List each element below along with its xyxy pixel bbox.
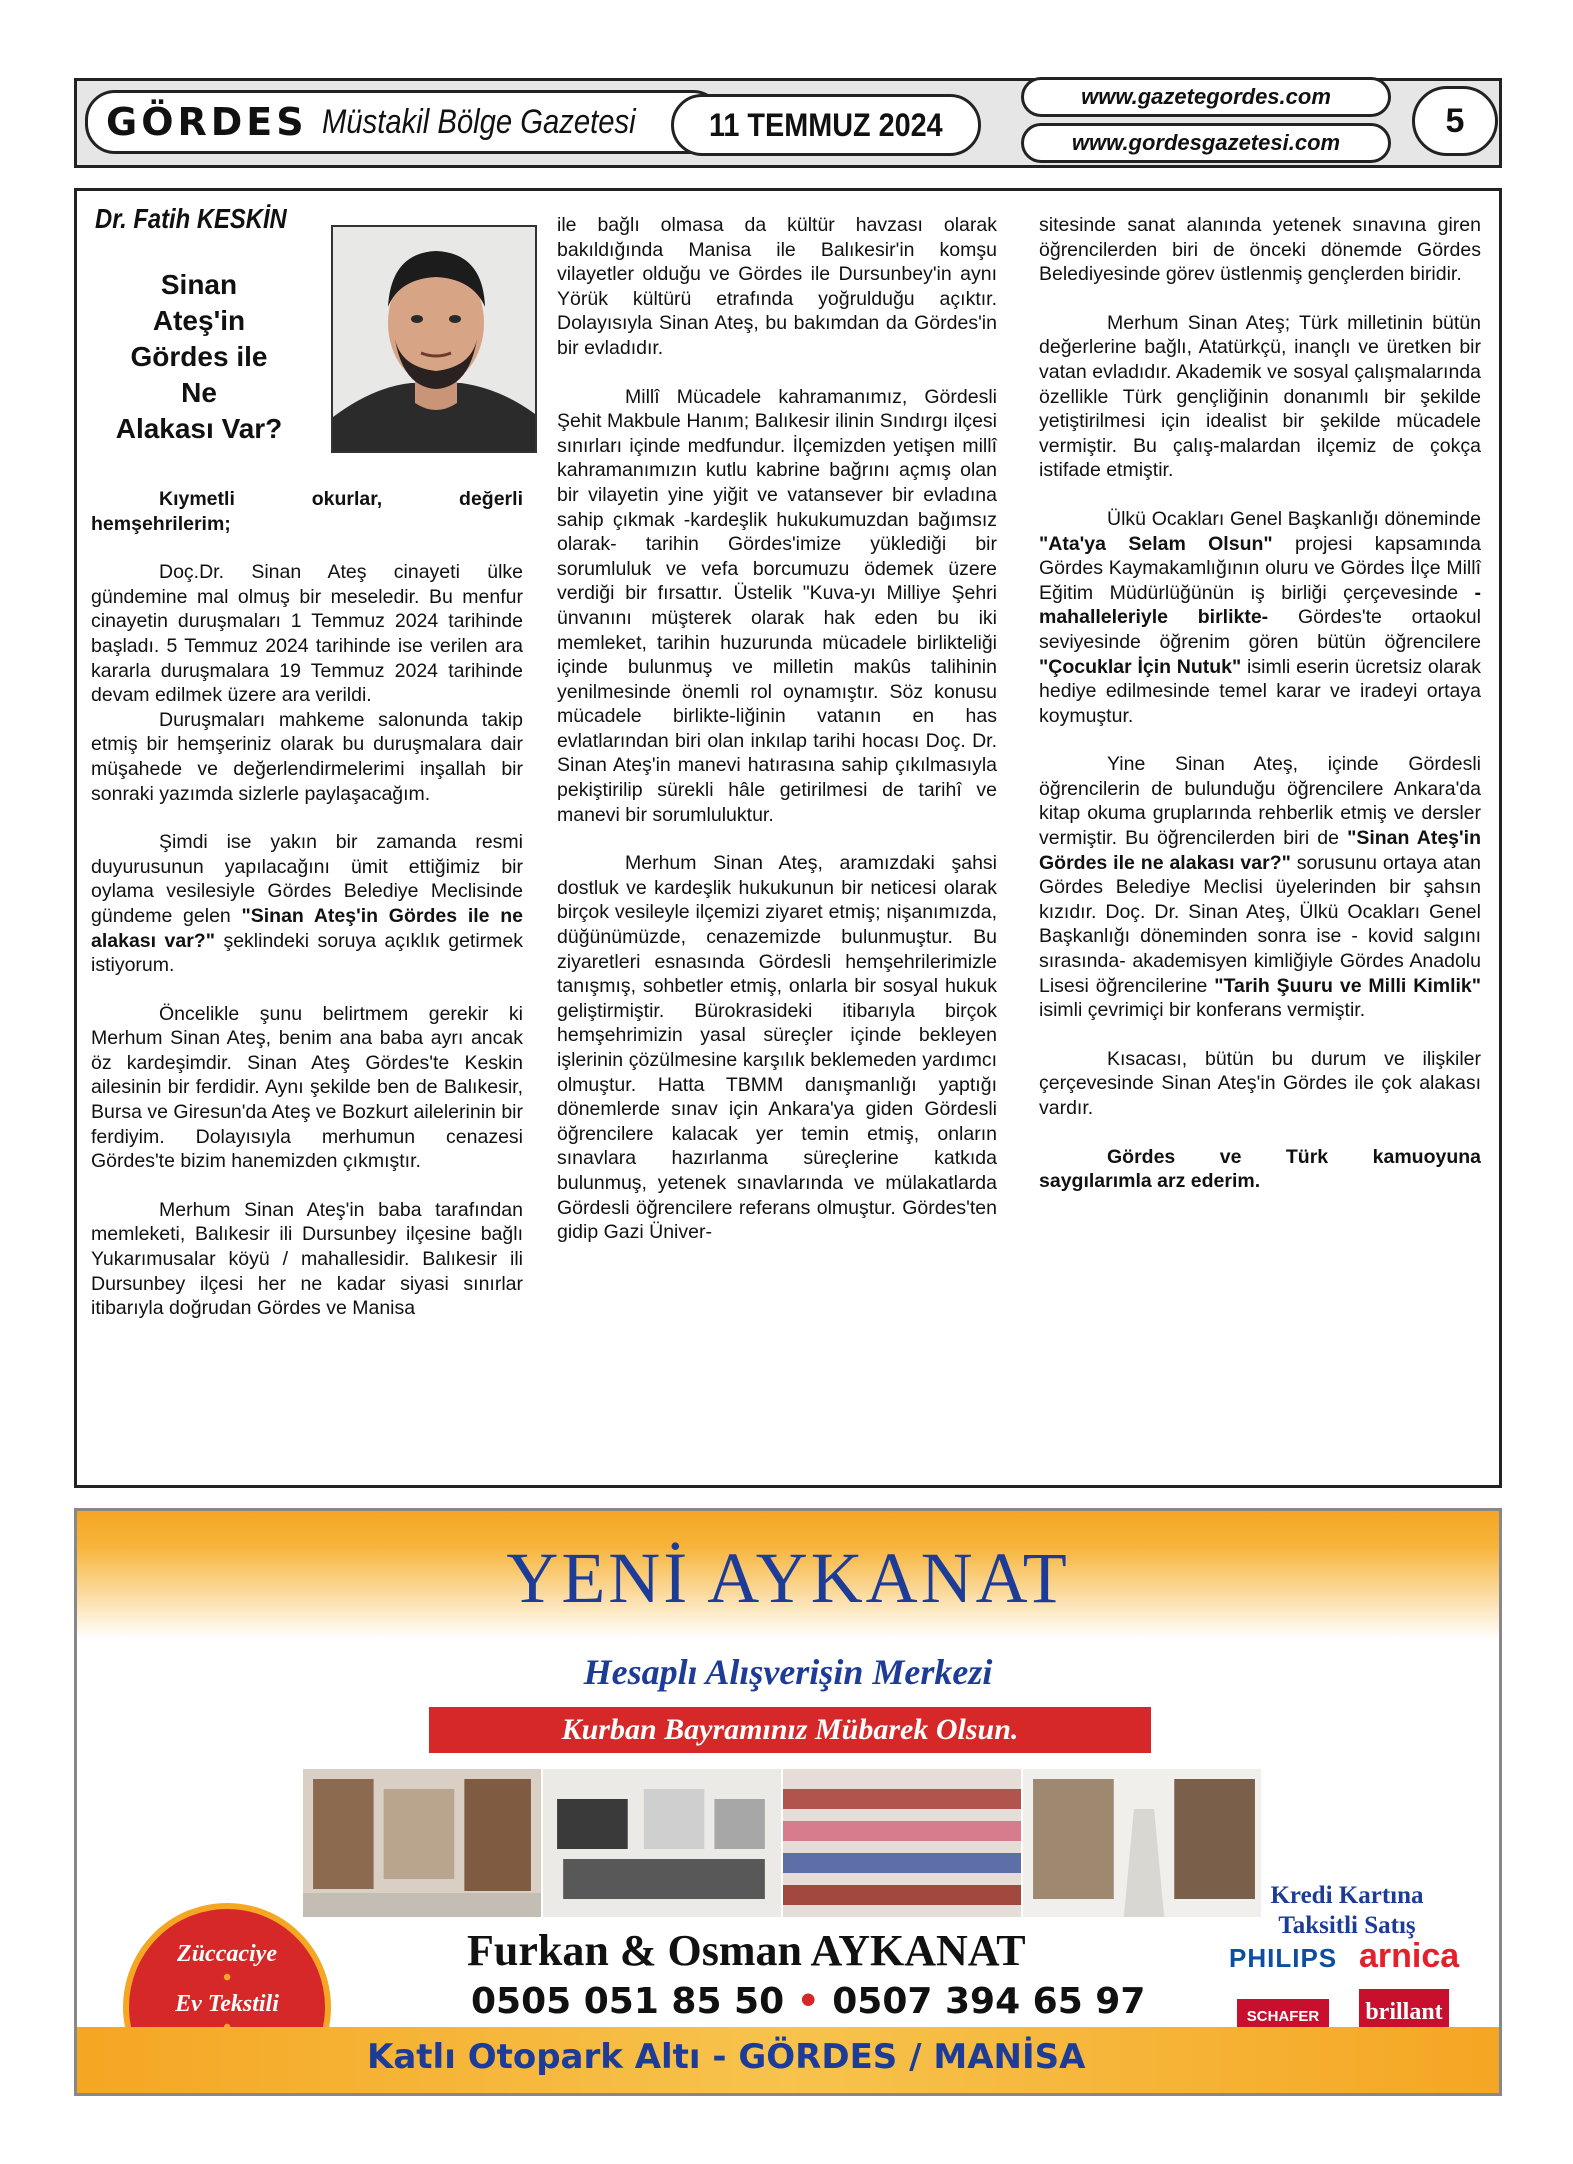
article-column-2	[557, 213, 997, 1245]
advertisement[interactable]	[74, 1508, 1502, 2096]
store-photo	[303, 1769, 541, 1917]
ad-slogan: Hesaplı Alışverişin Merkezi	[583, 1652, 993, 1692]
ad-phones	[471, 1981, 1145, 2022]
headline-line: Alakası Var?	[115, 413, 283, 444]
category-label: Ev Tekstili	[175, 1991, 279, 2017]
website-1-text: www.gazetegordes.com	[1081, 84, 1331, 109]
headline-line: Ateş'in	[152, 305, 246, 336]
paragraph-text: sorusunu ortaya atan Gördes Belediye Meclisi üyelerinden bir şahsın kızıdır. Doç. Dr. Sinan Ateş, Ülkü Ocakları Genel Başkanlığı döneminden sonra ise - kovid salgını sırasında- akademisyen kimliğiyle Gördes Anadolu Lisesi öğrencilerine	[1039, 851, 1481, 997]
paragraph-text: Yine Sinan Ateş, içinde Gördesli öğrencilerin de bulunduğu öğrencilere Ankara'da kitap okuma gruplarında rehberlik etmiş ve dersler vermiştir. Bu öğrencilerden biri de	[1039, 753, 1481, 850]
store-photo	[1023, 1769, 1261, 1917]
website-2-text: www.gordesgazetesi.com	[1071, 130, 1341, 155]
credit-line: Taksitli Satış	[1278, 1912, 1416, 1939]
article-column-3	[1039, 213, 1481, 1194]
philips-logo: PHILIPS	[1229, 1943, 1338, 1973]
headline-line: Gördes ile	[130, 341, 268, 372]
page-number-text: 5	[1445, 101, 1465, 140]
paragraph-bold: "Ata'ya Selam Olsun"	[1039, 532, 1273, 555]
paragraph-bold: "Sinan Ateş'in Gördes ile ne alakası var?"	[91, 904, 523, 952]
paragraph-bold: "Çocuklar İçin Nutuk"	[1039, 655, 1242, 678]
paragraph	[1039, 507, 1481, 728]
paragraph: ile bağlı olmasa da kültür havzası olarak bakıldığında Manisa ile Balıkesir'in komşu vilayetler olduğu ve Gördes ile Dursunbey'in aynı Yörük kültürü etrafında yoğrulduğu açıktır. Dolayısıyla Sinan Ateş, bu bakımdan da Gördes'in bir evladıdır.	[557, 214, 997, 359]
article-head	[91, 203, 523, 487]
paragraph-bold: "Sinan Ateş'in Gördes ile ne alakası var?"	[1039, 827, 1481, 874]
website-link-1[interactable]	[1021, 77, 1391, 117]
store-photo	[543, 1769, 781, 1917]
paragraph: Merhum Sinan Ateş'in baba tarafından memleketi, Balıkesir ili Dursunbey ilçesine bağlı Yukarımusalar köyü / mahallesidir. Balıkesir ili Dursunbey ilçesi her ne kadar siyasi sınırlar itibarıyla doğrudan Gördes ve Manisa	[91, 1198, 523, 1320]
paragraph: Merhum Sinan Ateş, aramızdaki şahsi dostluk ve kardeşlik hukukunun bir neticesi olarak birçok vesileyle ilçemizi ziyaret etmiş; nişanımızda, düğünümüzde, cenazemizde bulunmuştur. Bu ziyaretleri esnasında Gördesli hemşehrilerimizle tanışmış, sohbetler etmiş, onlarla bir sosyal hukuk geliştirmiştir. Bürokrasideki itibarıyla birçok hemşehrimizin yasal süreçler içinde bekleyen işlerinin çözülmesine karşılık beklemeden yardımcı olmuştur. Hatta TBMM danışmanlığı yaptığı dönemlerde sınav için Ankara'ya giden Gördesli öğrencilere kalacak yer temin etmiş, onların sınavlara hazırlanma süreçlerine katkıda bulunmuş, yetenek sınavlarında ve mülakatlarda Gördesli öğrencilere referans olmuştur. Gördes'ten gidip Gazi Üniver-	[557, 852, 997, 1244]
paragraph	[91, 830, 523, 978]
paragraph: sitesinde sanat alanında yetenek sınavına giren öğrencilerden biri de önceki dönemde Gördes Belediyesinde görev üstlenmiş gençlerden biridir.	[1039, 214, 1481, 286]
paragraph-text: projesi kapsamında Gördes Kaymakamlığının oluru ve Gördes İlçe Millî Eğitim Müdürlüğünün iş birliği çerçevesinde	[1039, 532, 1482, 604]
credit-card-offer	[1227, 1881, 1467, 1941]
schafer-logo: SCHAFER	[1237, 1999, 1329, 2035]
paragraph: Millî Mücadele kahramanımız, Gördesli Şehit Makbule Hanım; Balıkesir ilinin Sındırgı ilçesi sınırları içinde medfundur. İlçemizden yetişen millî kahramanımızın kutlu kabrine bağrını açmış olan bir vilayetin yine yiğit ve vatansever bir evladına sahip çıkmak -kardeşlik hukukumuzdan bağımsız olarak- tarihin Gördes'imize yüklediği bir sorumluluk ve vefa borcumuzu ödemek üzere verdiği bir fırsattır. Üstelik "Kuva-yı Milliye Şehri ünvanını müşterek olarak hak eden bu iki memleket, tarihin huzurunda mücadele birlikteliği içinde bulunmuş ve milletin makûs talihinin yenilmesinde önemli rol oynamıştır. Söz konusu mücadele birlikte-liğinin vatanın en has evlatlarından biri olan inkılap tarihi hocası Doç. Dr. Sinan Ateş'in manevi hatırasına sahip çıkılmasıyla pekiştirilip sürekli hâle getirilmesi de tarihî ve manevi bir sorumluluktur.	[557, 385, 997, 826]
arnica-logo: arnica	[1359, 1937, 1460, 1975]
store-photo	[783, 1769, 1021, 1917]
ad-address-bar	[77, 2027, 1499, 2093]
article-box	[74, 188, 1502, 1488]
newspaper-header	[74, 78, 1502, 168]
paragraph-text: şeklindeki soruya açıklık getirmek istiyorum.	[91, 929, 524, 977]
ad-ribbon: Kurban Bayramınız Mübarek Olsun.	[429, 1707, 1151, 1753]
issue-date-text: 11 TEMMUZ 2024	[709, 106, 943, 143]
headline-line: Sinan	[160, 269, 238, 300]
bullet-icon: •	[222, 1965, 232, 1991]
paragraph-text: Şimdi ise yakın bir zamanda resmi duyurusunun yapılacağını ümit ettiğimiz bir oylama vesilesiyle Gördes Belediye Meclisinde gündeme gelen	[91, 831, 523, 927]
bullet-icon: •	[796, 1981, 820, 2022]
paragraph-text: Gördes'te ortaokul seviyesinde öğrenim gören bütün öğrencilere	[1039, 606, 1481, 653]
article-column-1	[91, 203, 524, 1321]
closing-text: Gördes ve Türk kamuoyuna saygılarımla arz ederim.	[1039, 1145, 1481, 1193]
store-photos	[303, 1769, 1261, 1917]
phone-number[interactable]: 0505 051 85 50	[471, 1981, 785, 2022]
paper-subtitle: Müstakil Bölge Gazetesi	[321, 102, 636, 141]
ad-title: YENİ AYKANAT	[506, 1538, 1070, 1618]
paper-name: GÖRDES	[106, 100, 308, 144]
masthead	[85, 90, 723, 154]
paragraph: Duruşmaları mahkeme salonunda takip etmiş bir hemşeriniz olarak bu duruşmalara dair müşahede ve değerlendirmelerimi inşallah bir sonraki yazımda sizlerle paylaşacağım.	[91, 708, 523, 805]
headline-line: Ne	[181, 377, 217, 408]
phone-number[interactable]: 0507 394 65 97	[832, 1981, 1146, 2022]
category-label: Züccaciye	[177, 1941, 277, 1967]
paragraph-bold: "Tarih Şuuru ve Milli Kimlik"	[1214, 974, 1481, 997]
closing	[1039, 1145, 1481, 1194]
paragraph-text: Ülkü Ocakları Genel Başkanlığı döneminde	[1107, 507, 1481, 530]
article-headline	[91, 267, 307, 447]
author-name: Dr. Fatih KESKİN	[95, 203, 287, 234]
salutation-text: Kıymetli okurlar, değerli hemşehrilerim;	[91, 488, 523, 535]
author-photo	[331, 225, 537, 453]
brillant-logo: brillant	[1359, 1989, 1449, 2035]
issue-date	[671, 94, 981, 156]
salutation	[91, 487, 523, 536]
paragraph: Öncelikle şunu belirtmem gerekir ki Merhum Sinan Ateş, benim ana baba ayrı ancak öz kardeşimdir. Sinan Ateş Gördes'te Keskin ailesinin bir ferdidir. Aynı şekilde ben de Balıkesir, Bursa ve Giresun'da Ateş ve Bozkurt ailelerinin bir ferdiyim. Dolayısıyla merhumun cenazesi Gördes'te bizim hanemizden çıkmıştır.	[91, 1002, 523, 1173]
paragraph: Doç.Dr. Sinan Ateş cinayeti ülke gündemine mal olmuş bir meseledir. Bu menfur cinayetin duruşmaları 1 Temmuz 2024 tarihinde başladı. 5 Temmuz 2024 tarihinde ise verilen ara kararla duruşmalara 19 Temmuz 2024 tarihinde devam edilmek üzere ara verildi.	[91, 561, 523, 707]
ad-address: Katlı Otopark Altı - GÖRDES / MANİSA	[367, 2037, 1086, 2077]
paragraph: Kısacası, bütün bu durum ve ilişkiler çerçevesinde Sinan Ateş'in Gördes ile çok alakası vardır.	[1039, 1047, 1481, 1119]
credit-line: Kredi Kartına	[1270, 1882, 1424, 1909]
ad-owners: Furkan & Osman AYKANAT	[467, 1926, 1026, 1975]
page-number	[1412, 86, 1498, 156]
website-link-2[interactable]	[1021, 123, 1391, 163]
paragraph-bold: -mahalleleriyle birlikte-	[1039, 581, 1482, 629]
paragraph-text: isimli eserin ücretsiz olarak hediye edilmesinde temel karar ve iradeyi ortaya koymuştur.	[1039, 655, 1482, 727]
paragraph	[1039, 752, 1481, 1023]
paragraph: Merhum Sinan Ateş; Türk milletinin bütün değerlerine bağlı, Atatürkçü, inançlı ve üretken bir vatan evladıdır. Akademik ve sosyal çalışmalarında özellikle Türk gençliğinin donanımlı bir şekilde yetiştirilmesi için idealist bir şekilde mücadele vermiştir. Bu çalış-malardan ilçemiz de çokça istifade etmiştir.	[1039, 311, 1481, 482]
author-portrait-illustration	[333, 227, 537, 453]
paragraph-text: isimli çevrimiçi bir konferans vermiştir.	[1039, 999, 1366, 1022]
